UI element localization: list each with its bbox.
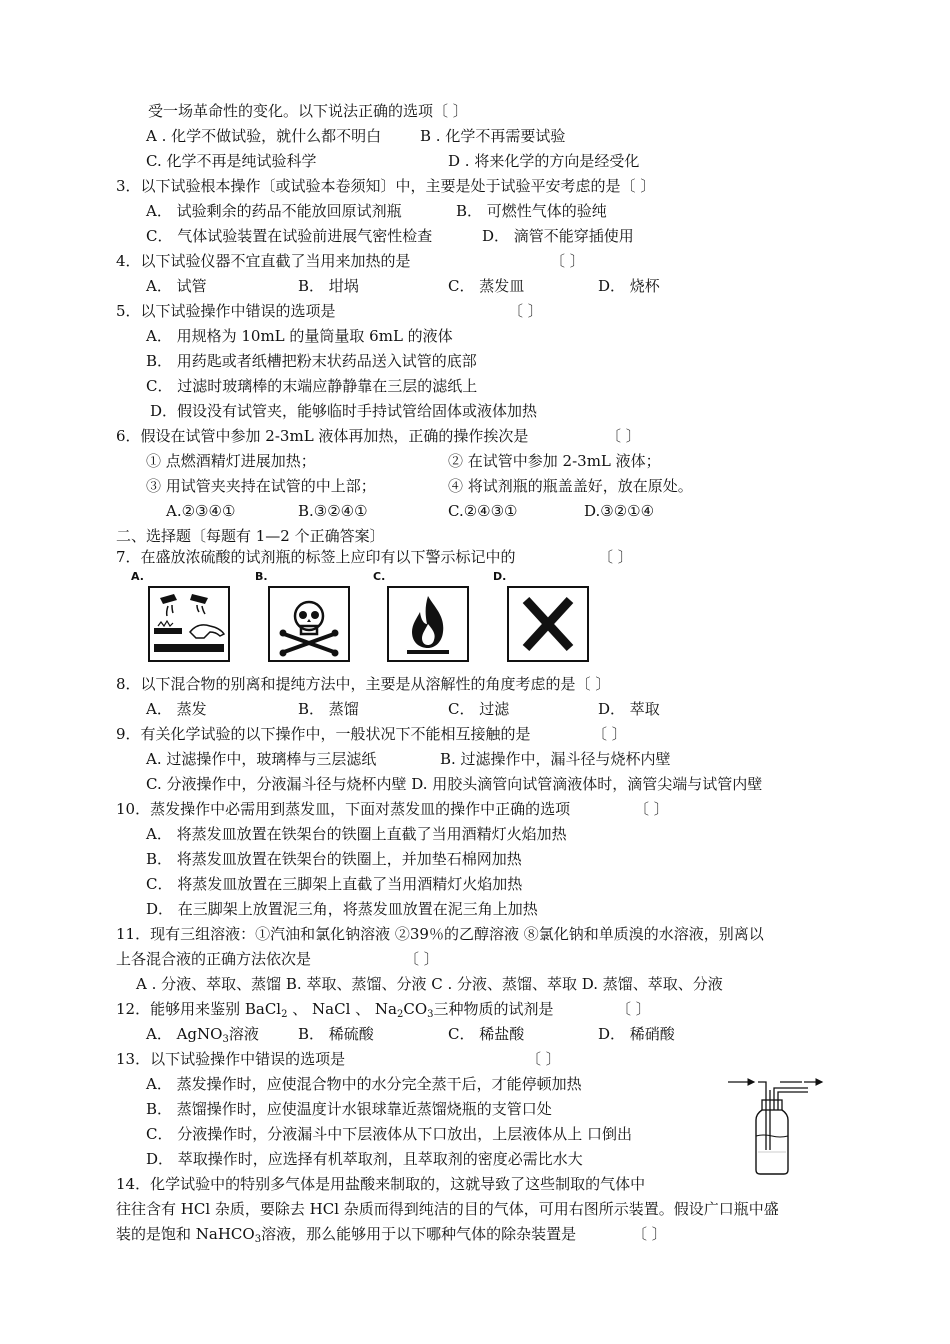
q9-option-a: A. 过滤操作中，玻璃棒与三层滤纸 xyxy=(146,750,377,768)
q13-stem xyxy=(0,1049,950,1069)
q8-option-a: A． 蒸发 xyxy=(146,700,207,718)
line-intro: 受一场革命性的变化。以下说法正确的选项〔 〕 xyxy=(148,102,468,120)
harmful-x-icon xyxy=(509,588,587,660)
q5-text: 5．以下试验操作中错误的选项是 xyxy=(116,302,336,320)
q4-text: 4．以下试验仪器不宜直截了当用来加热的是 xyxy=(116,252,411,270)
q11-options: A . 分液、萃取、蒸馏 B. 萃取、蒸馏、分液 C . 分液、蒸馏、萃取 D. 蒸馏、萃取、分液 xyxy=(136,975,723,993)
q12-options xyxy=(0,1024,950,1044)
q9-text: 9．有关化学试验的以下操作中，一般状况下不能相互接触的是 xyxy=(116,725,531,743)
sign-b-letter: B. xyxy=(255,570,268,583)
q5-option-a: A． 用规格为 10mL 的量筒量取 6mL 的液体 xyxy=(146,327,453,345)
q6-stem xyxy=(0,426,950,446)
q2-option-d: D . 将来化学的方向是经受化 xyxy=(448,152,640,170)
q10-option-b: B． 将蒸发皿放置在铁架台的铁圈上，并加垫石棉网加热 xyxy=(146,850,522,868)
q10-stem xyxy=(0,799,950,819)
q4-option-d: D． 烧杯 xyxy=(598,277,660,295)
sign-d xyxy=(507,586,589,662)
sign-c-letter: C. xyxy=(373,570,386,583)
q14-stem: 14．化学试验中的特别多气体是用盐酸来制取的，这就导致了这些制取的气体中 xyxy=(116,1175,646,1193)
q3-options xyxy=(0,201,950,221)
q6-bracket: 〔 〕 xyxy=(606,427,641,445)
q4-option-b: B． 坩埚 xyxy=(298,277,359,295)
q4-option-c: C． 蒸发皿 xyxy=(448,277,525,295)
q7-bracket: 〔 〕 xyxy=(598,548,633,566)
q4-stem xyxy=(0,251,950,271)
q11-bracket: 〔 〕 xyxy=(404,950,439,968)
q13-text: 13．以下试验操作中错误的选项是 xyxy=(116,1050,346,1068)
q6-steps xyxy=(0,451,950,471)
q4-bracket: 〔 〕 xyxy=(550,252,585,270)
q12-option-a: A． AgNO$_3$溶液 xyxy=(146,1025,259,1045)
q6-step-3: ③ 用试管夹夹持在试管的中上部； xyxy=(146,477,376,495)
section-heading: 二、选择题〔每题有 1—2 个正确答案〕 xyxy=(116,527,385,545)
q10-option-a: A． 将蒸发皿放置在铁架台的铁圈上直截了当用酒精灯火焰加热 xyxy=(146,825,567,843)
q6-option-b: B.③②④① xyxy=(298,502,368,520)
q13-bracket: 〔 〕 xyxy=(526,1050,561,1068)
q6-steps-2 xyxy=(0,476,950,496)
q13-option-c: C． 分液操作时，分液漏斗中下层液体从下口放出，上层液体从上 口倒出 xyxy=(146,1125,633,1143)
q13-option-a: A． 蒸发操作时，应使混合物中的水分完全蒸干后，才能停顿加热 xyxy=(146,1075,582,1093)
q6-option-d: D.③②①④ xyxy=(584,502,655,520)
skull-crossbones-icon xyxy=(270,588,348,660)
q14-bracket: 〔 〕 xyxy=(632,1225,667,1243)
q6-text: 6．假设在试管中参加 2-3mL 液体再加热，正确的操作挨次是 xyxy=(116,427,529,445)
q12-option-d: D． 稀硝酸 xyxy=(598,1025,675,1043)
q3-option-c: C． 气体试验装置在试验前进展气密性检查 xyxy=(146,227,433,245)
q11-stem: 11．现有三组溶液：①汽油和氯化钠溶液 ②39％的乙醇溶液 ⑧氯化钠和单质溴的水溶液，别离以 xyxy=(116,925,764,943)
q12-text: 12．能够用来鉴别 BaCl$_2$ 、 NaCl 、 $Na_2CO_3$三种物质的试剂是 xyxy=(116,1000,554,1020)
q2-option-c: C. 化学不再是纯试验科学 xyxy=(146,152,317,170)
q9-options-2: C. 分液操作中，分液漏斗径与烧杯内壁 D. 用胶头滴管向试管滴液体时，滴管尖端与试管内壁 xyxy=(146,775,763,793)
q2-option-b: B . 化学不再需要试验 xyxy=(420,127,566,145)
q12-stem xyxy=(0,999,950,1019)
q9-stem xyxy=(0,724,950,744)
q3-option-d: D． 滴管不能穿插使用 xyxy=(482,227,634,245)
q7-text: 7．在盛放浓硫酸的试剂瓶的标签上应印有以下警示标记中的 xyxy=(116,548,516,566)
q5-bracket: 〔 〕 xyxy=(508,302,543,320)
sign-a xyxy=(148,586,230,662)
q2-options-2 xyxy=(0,151,950,171)
q10-text: 10．蒸发操作中必需用到蒸发皿，下面对蒸发皿的操作中正确的选项 xyxy=(116,800,571,818)
q14-text: 装的是饱和 NaHCO$_3$溶液，那么能够用于以下哪种气体的除杂装置是 xyxy=(116,1225,577,1245)
q4-option-a: A． 试管 xyxy=(146,277,207,295)
q12-option-b: B． 稀硫酸 xyxy=(298,1025,374,1043)
q7-stem xyxy=(0,547,950,567)
q10-option-d: D． 在三脚架上放置泥三角，将蒸发皿放置在泥三角上加热 xyxy=(146,900,538,918)
apparatus-figure xyxy=(722,1070,826,1178)
q14-stem-3 xyxy=(0,1224,950,1244)
q6-options xyxy=(0,501,950,521)
q6-step-4: ④ 将试剂瓶的瓶盖盖好，放在原处。 xyxy=(448,477,693,495)
q3-options-2 xyxy=(0,226,950,246)
q6-option-a: A.②③④① xyxy=(166,502,236,520)
q5-option-b: B． 用药匙或者纸槽把粉末状药品送入试管的底部 xyxy=(146,352,477,370)
sign-a-letter: A. xyxy=(131,570,144,583)
q6-step-2: ② 在试管中参加 2-3mL 液体； xyxy=(448,452,661,470)
corrosive-icon xyxy=(150,588,228,660)
q4-options xyxy=(0,276,950,296)
q12-bracket: 〔 〕 xyxy=(616,1000,651,1018)
q8-option-c: C． 过滤 xyxy=(448,700,510,718)
q9-option-b: B. 过滤操作中，漏斗径与烧杯内壁 xyxy=(440,750,671,768)
q5-option-c: C． 过滤时玻璃棒的末端应静静靠在三层的滤纸上 xyxy=(146,377,478,395)
q12-option-c: C． 稀盐酸 xyxy=(448,1025,525,1043)
q10-bracket: 〔 〕 xyxy=(634,800,669,818)
q6-option-c: C.②④③① xyxy=(448,502,518,520)
q14-stem-2: 往往含有 HCl 杂质，要除去 HCl 杂质而得到纯洁的目的气体，可用右图所示装置。假设广口瓶中盛 xyxy=(116,1200,779,1218)
q8-option-b: B． 蒸馏 xyxy=(298,700,359,718)
q2-option-a: A . 化学不做试验，就什么都不明白 xyxy=(146,127,382,145)
q11-text: 上各混合液的正确方法依次是 xyxy=(116,950,312,968)
q3-option-b: B． 可燃性气体的验纯 xyxy=(456,202,607,220)
q5-option-d: D．假设没有试管夹，能够临时手持试管给固体或液体加热 xyxy=(150,402,538,420)
q13-option-d: D． 萃取操作时，应选择有机萃取剂，且萃取剂的密度必需比水大 xyxy=(146,1150,583,1168)
gas-washing-bottle-icon xyxy=(722,1070,826,1178)
q8-stem: 8．以下混合物的别离和提纯方法中，主要是从溶解性的角度考虑的是〔 〕 xyxy=(116,675,611,693)
q5-stem xyxy=(0,301,950,321)
q8-options xyxy=(0,699,950,719)
sign-b xyxy=(268,586,350,662)
q3-stem: 3．以下试验根本操作〔或试验本卷须知〕中，主要是处于试验平安考虑的是〔 〕 xyxy=(116,177,656,195)
q13-option-b: B． 蒸馏操作时，应使温度计水银球靠近蒸馏烧瓶的支管口处 xyxy=(146,1100,552,1118)
flammable-icon xyxy=(389,588,467,660)
sign-c xyxy=(387,586,469,662)
q3-option-a: A． 试验剩余的药品不能放回原试剂瓶 xyxy=(146,202,402,220)
q2-options xyxy=(0,126,950,146)
q10-option-c: C． 将蒸发皿放置在三脚架上直截了当用酒精灯火焰加热 xyxy=(146,875,523,893)
q6-step-1: ① 点燃酒精灯进展加热； xyxy=(146,452,316,470)
q11-stem-2 xyxy=(0,949,950,969)
sign-d-letter: D. xyxy=(493,570,507,583)
q9-bracket: 〔 〕 xyxy=(592,725,627,743)
q8-option-d: D． 萃取 xyxy=(598,700,660,718)
q9-options xyxy=(0,749,950,769)
